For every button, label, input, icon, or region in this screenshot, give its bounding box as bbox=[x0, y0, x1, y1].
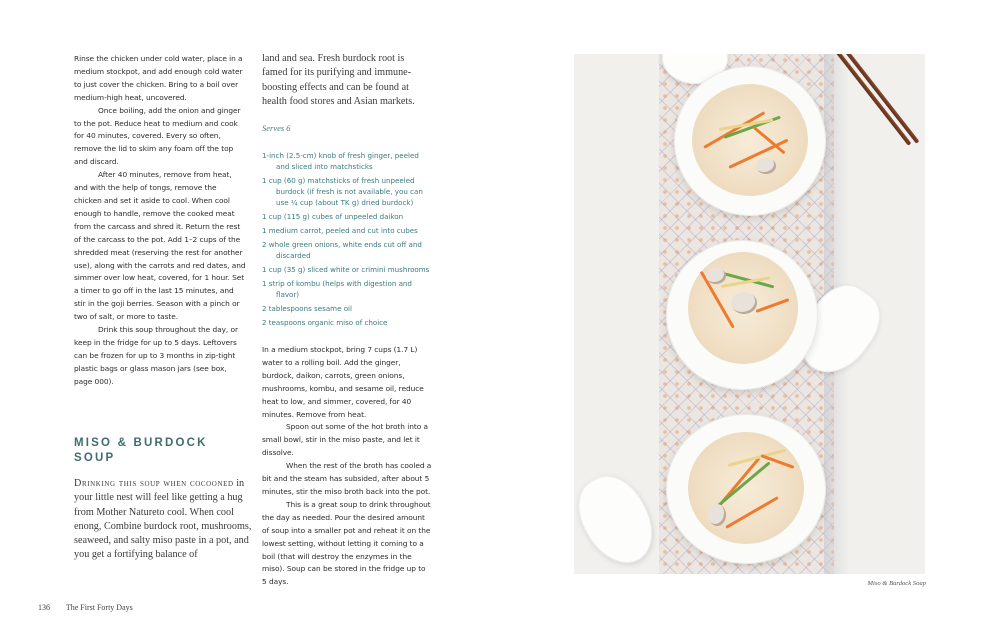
method-paragraph: This is a great soup to drink throughout the day as needed. Pour the desired amount of soup into a smaller pot and reheat it on the lowest setting, without letting it coming to a boil (that will destroy the enzymes in the miso). Soup can be stored in the fridge up to 5 days. bbox=[262, 499, 431, 587]
continued-method bbox=[74, 53, 246, 389]
method-paragraph: Spoon out some of the hot broth into a small bowl, stir in the miso paste, and let it dissolve. bbox=[262, 422, 428, 458]
ingredient-item: 1-inch (2.5-cm) knob of fresh ginger, peeled and sliced into matchsticks bbox=[262, 151, 419, 171]
intro-smallcaps: Drinking this soup when cocooned bbox=[74, 478, 234, 489]
soup-photo bbox=[574, 54, 925, 574]
ingredient-item: 1 strip of kombu (helps with digestion and flavor) bbox=[262, 279, 412, 299]
method-paragraph: Rinse the chicken under cold water, place in a medium stockpot, and add enough cold water to just cover the chicken. Bring to a boil over medium-high heat, uncovered. bbox=[74, 54, 243, 102]
chopstick-icon bbox=[842, 54, 919, 144]
serves-label: Serves 6 bbox=[262, 123, 291, 133]
photo-caption: Miso & Burdock Soup bbox=[867, 580, 926, 587]
soup-bowl bbox=[666, 240, 818, 390]
ingredient-item: 1 cup (60 g) matchsticks of fresh unpeeled burdock (if fresh is not available, you can use ¼ cup (about TK g) dried burdock) bbox=[262, 176, 423, 207]
page-number: 136 bbox=[38, 603, 50, 612]
soup-bowl bbox=[666, 414, 826, 564]
page-footer bbox=[38, 603, 133, 612]
method-paragraph: After 40 minutes, remove from heat, and with the help of tongs, remove the chicken and set it aside to cool. When cool enough to handle, remove the cooked meat from the carcass and shred it. Return the rest of the carcass to the pot. Add 1–2 cups of the shredded meat (reserving the rest for another use), along with the carrots and red dates, and simmer over low heat, covered, for 1 hour. Set a timer to go off in the last 15 minutes, and stir in the goji berries. Season with a pinch or two of salt, or more to taste. bbox=[74, 170, 246, 322]
ingredient-item: 1 medium carrot, peeled and cut into cubes bbox=[262, 226, 418, 235]
intro-text: in your little nest will feel like getting a hug from Mother Natureto cool. When cool enong, Combine burdock root, mushrooms, seaweed, and salty miso paste in a pot, and you get a fortifying balance of bbox=[74, 478, 252, 561]
recipe-method bbox=[262, 344, 432, 589]
ingredient-item: 2 tablespoons sesame oil bbox=[262, 304, 352, 313]
method-paragraph: In a medium stockpot, bring 7 cups (1.7 L) water to a rolling boil. Add the ginger, burdock, daikon, carrots, green onions, mushrooms, kombu, and sesame oil, reduce heat to low, and simmer, covered, for 40 minutes. Remove from heat. bbox=[262, 345, 424, 419]
intro-continued: land and sea. Fresh burdock root is famed for its purifying and immune-boosting effects and can be found at health food stores and Asian markets. bbox=[262, 53, 415, 107]
soup-bowl bbox=[674, 66, 826, 216]
ingredient-item: 2 teaspoons organic miso of choice bbox=[262, 318, 388, 327]
method-paragraph: When the rest of the broth has cooled a bit and the steam has subsided, after about 5 minutes, stir the miso broth back into the pot. bbox=[262, 461, 432, 496]
ingredient-list bbox=[262, 150, 432, 331]
ingredient-item: 1 cup (115 g) cubes of unpeeled daikon bbox=[262, 212, 404, 221]
method-paragraph: Once boiling, add the onion and ginger to the pot. Reduce heat to medium and cook for 40 minutes, covered. Every so often, remove the lid to skim any foam off the top and discard. bbox=[74, 105, 241, 167]
ingredient-item: 1 cup (35 g) sliced white or crimini mushrooms bbox=[262, 265, 430, 274]
recipe-intro bbox=[74, 477, 254, 563]
spoon-icon bbox=[574, 464, 667, 574]
running-title: The First Forty Days bbox=[65, 603, 133, 612]
ingredient-item: 2 whole green onions, white ends cut off and discarded bbox=[262, 240, 422, 260]
recipe-title: MISO & BURDOCK SOUP bbox=[74, 437, 208, 464]
method-paragraph: Drink this soup throughout the day, or keep in the fridge for up to 5 days. Leftovers can be frozen for up to 3 months in zip-tight plastic bags or glass mason jars (see box, page 000). bbox=[74, 325, 238, 386]
